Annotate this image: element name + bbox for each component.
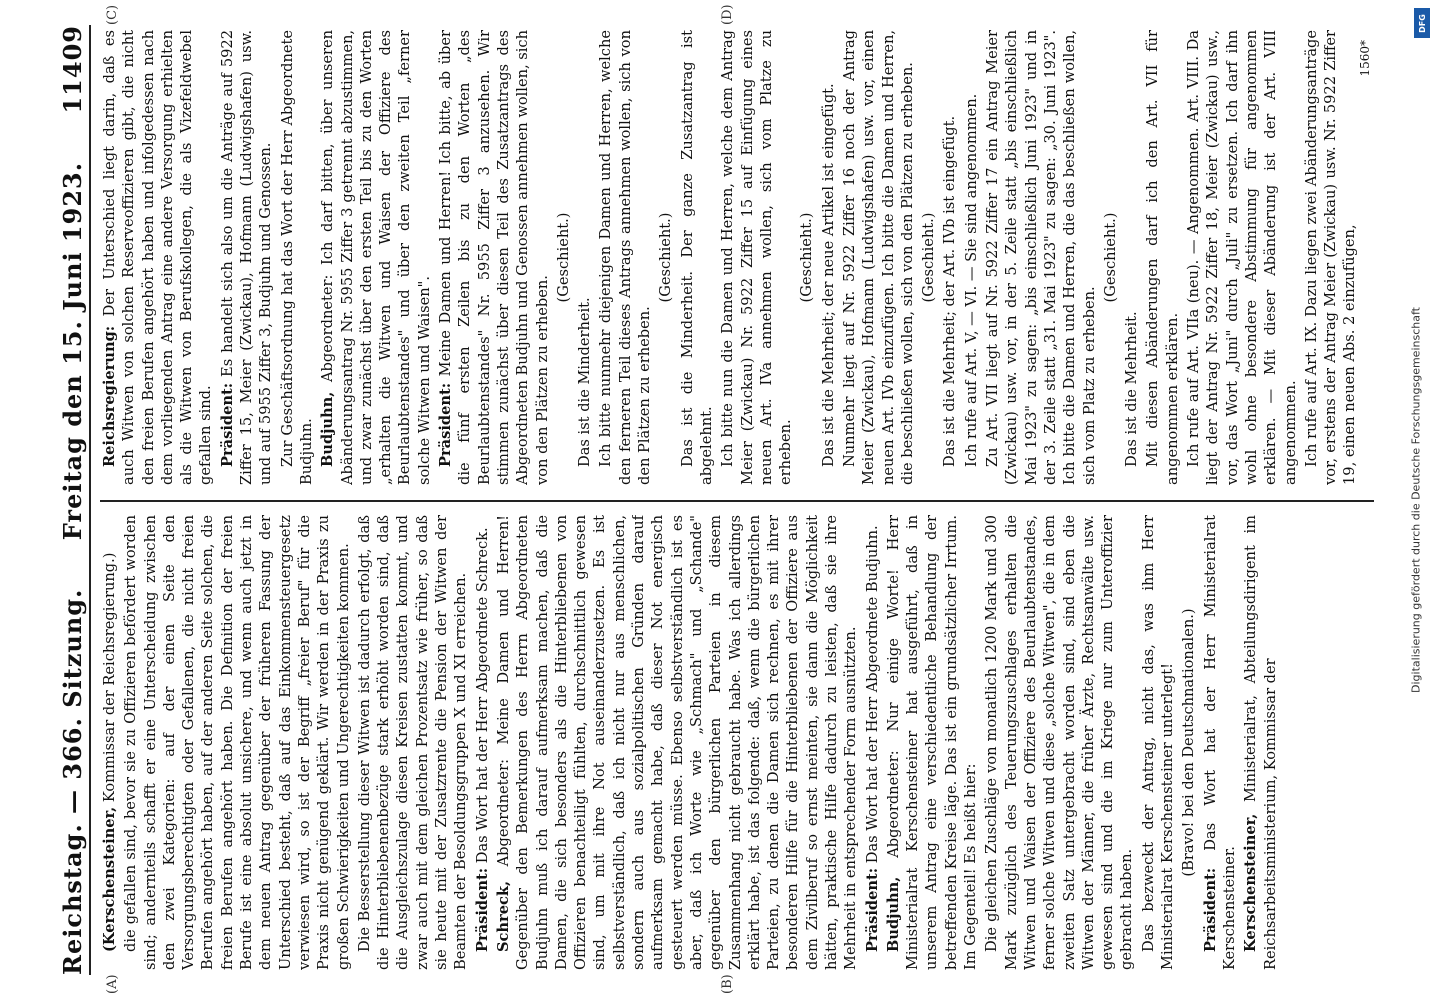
paragraph [218, 30, 276, 485]
left-column [100, 515, 1374, 970]
paragraph [863, 515, 882, 970]
paragraph [1179, 515, 1198, 970]
speech-text: Kommissar der Reichsregierung.) [101, 552, 118, 803]
speech-text: Das ist die Minderheit. [576, 297, 594, 467]
paragraph [983, 30, 1099, 485]
paragraph [121, 515, 353, 970]
dfg-logo [1414, 8, 1430, 38]
speaker-name: Präsident: [218, 382, 236, 467]
paragraph [1139, 515, 1178, 970]
margin-marker-d: (D) [720, 4, 735, 25]
speech-text: Das Wort hat der Herr Ministerialrat Kerschensteiner. [1201, 515, 1238, 970]
paragraph [1101, 30, 1120, 485]
paragraph [919, 30, 938, 485]
speech-text: Ich bitte nunmehr diejenigen Damen und Herren, welche den ferneren Teil dieses Antrags annehmen wollen, sich von den Plätzen zu erheben. [597, 30, 654, 485]
column-divider [100, 500, 1374, 502]
stage-direction: (Geschieht.) [657, 212, 675, 303]
paragraph [797, 30, 816, 485]
margin-marker-c: (C) [105, 4, 120, 25]
speaker-name: Schreck, [494, 880, 512, 952]
paragraph [678, 30, 717, 485]
right-column [100, 30, 1374, 485]
paragraph [718, 30, 795, 485]
speaker-name: Budjuhn, [319, 391, 337, 467]
paragraph [473, 515, 492, 970]
paragraph [100, 30, 216, 485]
speech-text: Das ist die Minderheit. Der ganze Zusatzantrag ist abgelehnt. [678, 30, 715, 485]
header-left: Reichstag. — 366. Sitzung. [57, 588, 87, 975]
speech-text: Zur Geschäftsordnung hat das Wort der Herr Abgeordnete Budjuhn. [278, 30, 315, 485]
paragraph [1201, 515, 1240, 970]
speaker-name: Präsident: [473, 867, 491, 952]
speech-text: Das Wort hat der Herr Abgeordnete Schreck. [473, 527, 491, 864]
paragraph [436, 30, 552, 485]
speech-text: Abgeordneter: Ich darf bitten, über unseren Abänderungsantrag Nr. 5955 Ziffer 3 getrennt abzustimmen, und zwar zunächst über den ersten Teil bis zu den Worten „erhalten die Witwen und Waisen der Offiziere des Beurlaubtenstandes" und über den zweiten Teil „ferner solche Witwen und Waisen". [319, 30, 433, 485]
paragraph [982, 515, 1136, 970]
paragraph [355, 515, 471, 970]
speech-text: Die Besserstellung dieser Witwen ist dadurch erfolgt, daß die Hinterbliebenenbezüge stark erhöht worden sind, daß die Ausgleichszulage diesen Kreisen zustatten kommt, und zwar auch mit dem gleichen Prozentsatz wie früher, so daß sie heute mit der Zusatzrente die Pension der Witwen der Beamten der Besoldungsgruppen X und XI erreichen. [355, 515, 470, 970]
paragraph [100, 515, 119, 970]
speaker-name: Präsident: [863, 867, 881, 952]
paragraph [819, 30, 838, 485]
paragraph [554, 30, 573, 485]
speech-text: Das ist die Mehrheit; der Art. IVb ist eingefügt. [941, 115, 959, 467]
speech-text: Das bezweckt der Antrag, nicht das, was ihm Herr Ministerialrat Kerschensteiner unterlegt! [1139, 515, 1177, 970]
paragraph [940, 30, 959, 485]
paragraph [494, 515, 861, 970]
speech-text: Mit diesen Abänderungen darf ich den Art. VII für angenommen erklären. [1144, 30, 1181, 485]
speech-text: Das Wort hat der Herr Abgeordnete Budjuhn. [863, 525, 881, 864]
speech-text: Nunmehr liegt auf Nr. 5922 Ziffer 16 noch der Antrag Meier (Zwickau), Hofmann (Ludwigshafen) usw. vor, einen neuen Art. IVb einzufügen. Ich bitte die Damen und Herren, die beschließen wollen, sich von den Plätzen zu erheben. [840, 30, 916, 485]
speech-text: Zu Art. VII liegt auf Nr. 5922 Ziffer 17 ein Antrag Meier (Zwickau) usw. vor, in der 5. Zeile statt „bis einschließlich Mai 1923" zu sagen: „bis einschließlich Juni 1923" und in der 3. Zeile statt „31. Mai 1923" zu sagen: „30. Juni 1923". Ich bitte die Damen und Herren, die das beschließen wollen, sich vom Platz zu erheben. [984, 30, 1098, 485]
header-center: Freitag den 15. Juni 1923. [57, 161, 87, 541]
stage-direction: (Geschieht.) [920, 212, 938, 303]
stage-direction: (Geschieht.) [554, 212, 572, 303]
speaker-name: (Kerschensteiner, [101, 806, 118, 952]
paragraph [656, 30, 675, 485]
paragraph [840, 30, 917, 485]
speech-text: Das ist die Mehrheit. [1123, 311, 1141, 467]
dfg-logo-text: DFG [1417, 13, 1427, 33]
stage-direction: (Geschieht.) [798, 212, 816, 303]
speech-text: Abgeordneter: Meine Damen und Herren! Gegenüber den Bemerkungen des Herrn Abgeordneten Budjuhn muß ich darauf aufmerksam machen, daß die Damen, die sich besonders als die Hinterbliebenen von Offizieren benachteiligt fühlten, durchschnittlich gewesen sind, um mit ihre Not auseinanderzusetzen. Es ist selbstverständlich, daß ich nicht nur aus menschlichen, sondern auch aus sozialpolitischen Gründen darauf aufmerksam gemacht habe, daß dieser Not energisch gesteuert werden müsse. Ebenso selbstverständlich ist es aber, daß ich Worte wie „Schmach" und „Schande" gegenüber den bürgerlichen Parteien in diesem Zusammenhang nicht gebraucht habe. Was ich allerdings erklärt habe, ist das folgende: daß, wenn die bürgerlichen Parteien, zu denen die Damen sich rechnen, es mit ihrer besonderen Hilfe für die Hinterbliebenen der Offiziere aus dem Zivilberuf so ernst meinten, sie dann die Möglichkeit hätten, praktische Hilfe dadurch zu leisten, daß sie ihre Mehrheit in entsprechender Form ausnützten. [494, 515, 860, 970]
speech-text: die gefallen sind, bevor sie zu Offizieren befördert worden sind; andernteils schafft er eine Unterscheidung zwischen den zwei Kategorien: auf der einen Seite den Versorgungsberechtigten oder Gefallenen, die nicht freien Berufen angehört haben, auf der anderen Seite solchen, die freien Berufen angehört haben. Die Definition der freien Berufe ist eine absolut unsichere, und wenn auch jetzt in dem neuen Antrag gegenüber der früheren Fassung der Unterschied besteht, daß auf das Einkommensteuergesetz verwiesen wird, so ist der Begriff „freier Beruf" für die Praxis nicht genügend geklärt. Wir werden in der Praxis zu großen Schwierigkeiten und Ungerechtigkeiten kommen. [122, 515, 352, 970]
page-header [55, 25, 91, 975]
paragraph [596, 30, 654, 485]
margin-marker-a: (A) [105, 974, 120, 994]
speaker-name: Präsident: [1201, 867, 1219, 952]
page-footer: 1560* [1358, 40, 1372, 77]
speech-text: Ich bitte nun die Damen und Herren, welche dem Antrag Meier (Zwickau) Nr. 5922 Ziffer 15 auf Einfügung eines neuen Art. IVa annehmen wollen, sich vom Platze zu erheben. [719, 30, 795, 485]
page-number: 11409 [57, 25, 87, 114]
paragraph [318, 30, 434, 485]
speaker-name: Präsident: [437, 382, 455, 467]
speaker-name: Kerschensteiner, [1242, 813, 1260, 952]
paragraph [1302, 30, 1360, 485]
speech-text: Meine Damen und Herren! Ich bitte, ab über die fünf ersten Zeilen bis zu den Worten „des Beurlaubtenstandes" Nr. 5955 Ziffer 3 anzusehen. Wir stimmen zunächst über diesen Teil des Zusatzantrags des Abgeordneten Budjuhn und Genossen annehmen wollen, sich von den Plätzen zu erheben. [437, 30, 551, 485]
speech-text: Ich rufe auf Art. V, — VI. — Sie sind angenommen. [962, 93, 980, 467]
speech-text: Abgeordneter: Nur einige Worte! Herr Ministerialrat Kerschensteiner hat ausgeführt, daß in unserem Antrag eine verschiedentliche Behandlung der betreffenden Kreise läge. Das ist ein grundsätzlicher Irrtum. Im Gegenteil! Es heißt hier: [884, 515, 980, 970]
stage-direction: (Geschieht.) [1101, 212, 1119, 303]
speech-text: Das ist die Mehrheit; der neue Artikel ist eingefügt. [819, 83, 837, 467]
stage-direction: (Bravo! bei den Deutschnationalen.) [1180, 608, 1198, 877]
speaker-name: Reichsregierung: [101, 325, 118, 467]
digitization-credit: Digitalisierung gefördert durch die Deutsche Forschungsgemeinschaft [1409, 307, 1423, 693]
paragraph [962, 30, 981, 485]
speech-text: Ich rufe auf Art. IX. Dazu liegen zwei Abänderungsanträge vor, erstens der Antrag Meier (Zwickau) usw. Nr. 5922 Ziffer 19, einen neuen Abs. 2 einzufügen, [1302, 30, 1359, 485]
speech-text: Ministerialrat, Abteilungsdirigent im Reichsarbeitsministerium, Kommissar der [1242, 515, 1279, 970]
speaker-name: Budjuhn, [884, 876, 902, 952]
paragraph [575, 30, 594, 485]
speech-text: Ich rufe auf Art. VIIa (neu). — Angenommen. Art. VIII. Da liegt der Antrag Nr. 5922 Ziffer 18, Meier (Zwickau) usw., vor, das Wort „Juni" durch „Juli" zu ersetzen. Ich darf ihn wohl ohne besondere Abstimmung für angenommen erklären. — Mit dieser Abänderung ist der Art. VIII angenommen. [1185, 30, 1299, 485]
paragraph [278, 30, 317, 485]
speech-text: Es handelt sich also um die Anträge auf 5922 Ziffer 15, Meier (Zwickau), Hofmann (Ludwigshafen) usw. und auf 5955 Ziffer 3, Budjuhn und Genossen. [218, 30, 275, 485]
speech-text: Die gleichen Zuschläge von monatlich 1200 Mark und 300 Mark zuzüglich des Teuerungszuschlages erhalten die Witwen und Waisen der Offiziere des Beurlaubtenstandes, ferner solche Witwen und diese „solche Witwen", die in dem zweiten Satz untergebracht worden sind, sind eben die Witwen der Männer, die früher Ärzte, Rechtsanwälte usw. gewesen sind und die im Kriege nur zum Unteroffizier gebracht haben. [983, 515, 1136, 970]
paragraph [1241, 515, 1280, 970]
paragraph [1184, 30, 1300, 485]
margin-marker-b: (B) [720, 974, 735, 994]
paragraph [1143, 30, 1182, 485]
paragraph [884, 515, 980, 970]
paragraph [1122, 30, 1141, 485]
speech-text: Der Unterschied liegt darin, daß es auch Witwen von solchen Reserveoffizieren gibt, die nicht den freien Berufen angehört haben und infolgedessen nach dem vorliegenden Antrag eine andere Versorgung erhielten als die Witwen von Berufskollegen, die als Vizefeldwebel gefallen sind. [101, 30, 215, 485]
